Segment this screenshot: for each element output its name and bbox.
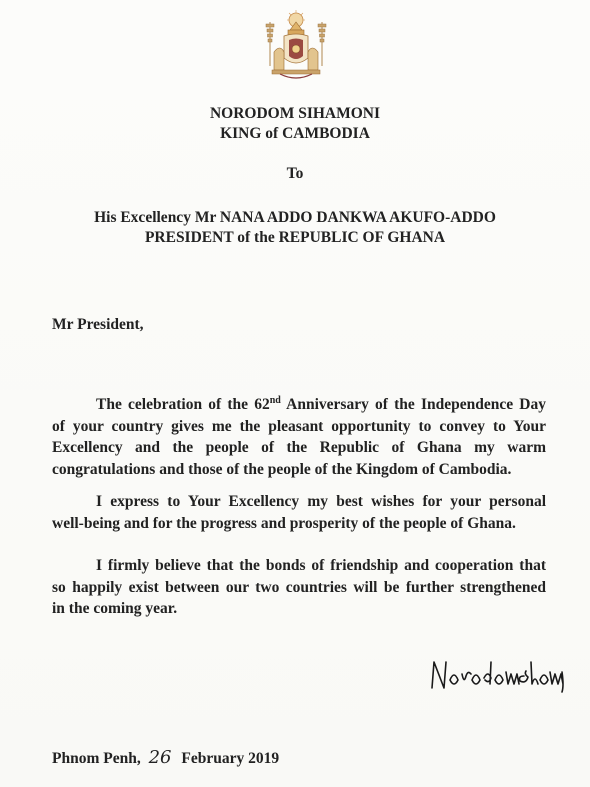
- sender-title: KING of CAMBODIA: [220, 125, 370, 142]
- paragraph-3: [52, 555, 546, 620]
- paragraph-2: [52, 491, 546, 534]
- addressee-name: His Excellency Mr NANA ADDO DANKWA AKUFO-ADDO: [94, 209, 496, 226]
- dateline-month-year: February 2019: [181, 750, 280, 767]
- salutation: Mr President,: [52, 316, 144, 333]
- paragraph-line: so happily exist between our two countries will be further strengthened: [52, 578, 546, 596]
- dateline-place: Phnom Penh,: [52, 750, 141, 767]
- dateline: [52, 747, 279, 768]
- paragraph-line: I express to Your Excellency my best wishes for your personal: [96, 493, 546, 510]
- paragraph-line: well-being and for the progress and prosperity of the people of Ghana.: [52, 514, 516, 532]
- paragraph-line: Excellency and the people of the Republic of Ghana my warm: [52, 439, 546, 456]
- sender-block: [0, 104, 590, 144]
- ordinal-suffix: nd: [269, 395, 281, 406]
- paragraph-1: [52, 394, 546, 480]
- paragraph-line: I firmly believe that the bonds of friendship and cooperation that: [96, 557, 546, 574]
- sender-name: NORODOM SIHAMONI: [209, 105, 381, 122]
- handwritten-signature-icon: [428, 650, 568, 696]
- royal-coat-of-arms-icon: [262, 8, 330, 84]
- to-label: To: [286, 165, 304, 182]
- paragraph-line: The celebration of the 62nd Anniversary of the Independence Day: [96, 395, 546, 413]
- paragraph-line: of your country gives me the pleasant opportunity to convey to Your: [52, 417, 546, 435]
- paragraph-line: in the coming year.: [52, 600, 178, 617]
- addressee-title: PRESIDENT of the REPUBLIC OF GHANA: [144, 229, 446, 246]
- dateline-day-handwritten: 26: [148, 747, 172, 768]
- addressee-block: [0, 208, 590, 248]
- paragraph-line: congratulations and those of the people of the Kingdom of Cambodia.: [52, 460, 512, 478]
